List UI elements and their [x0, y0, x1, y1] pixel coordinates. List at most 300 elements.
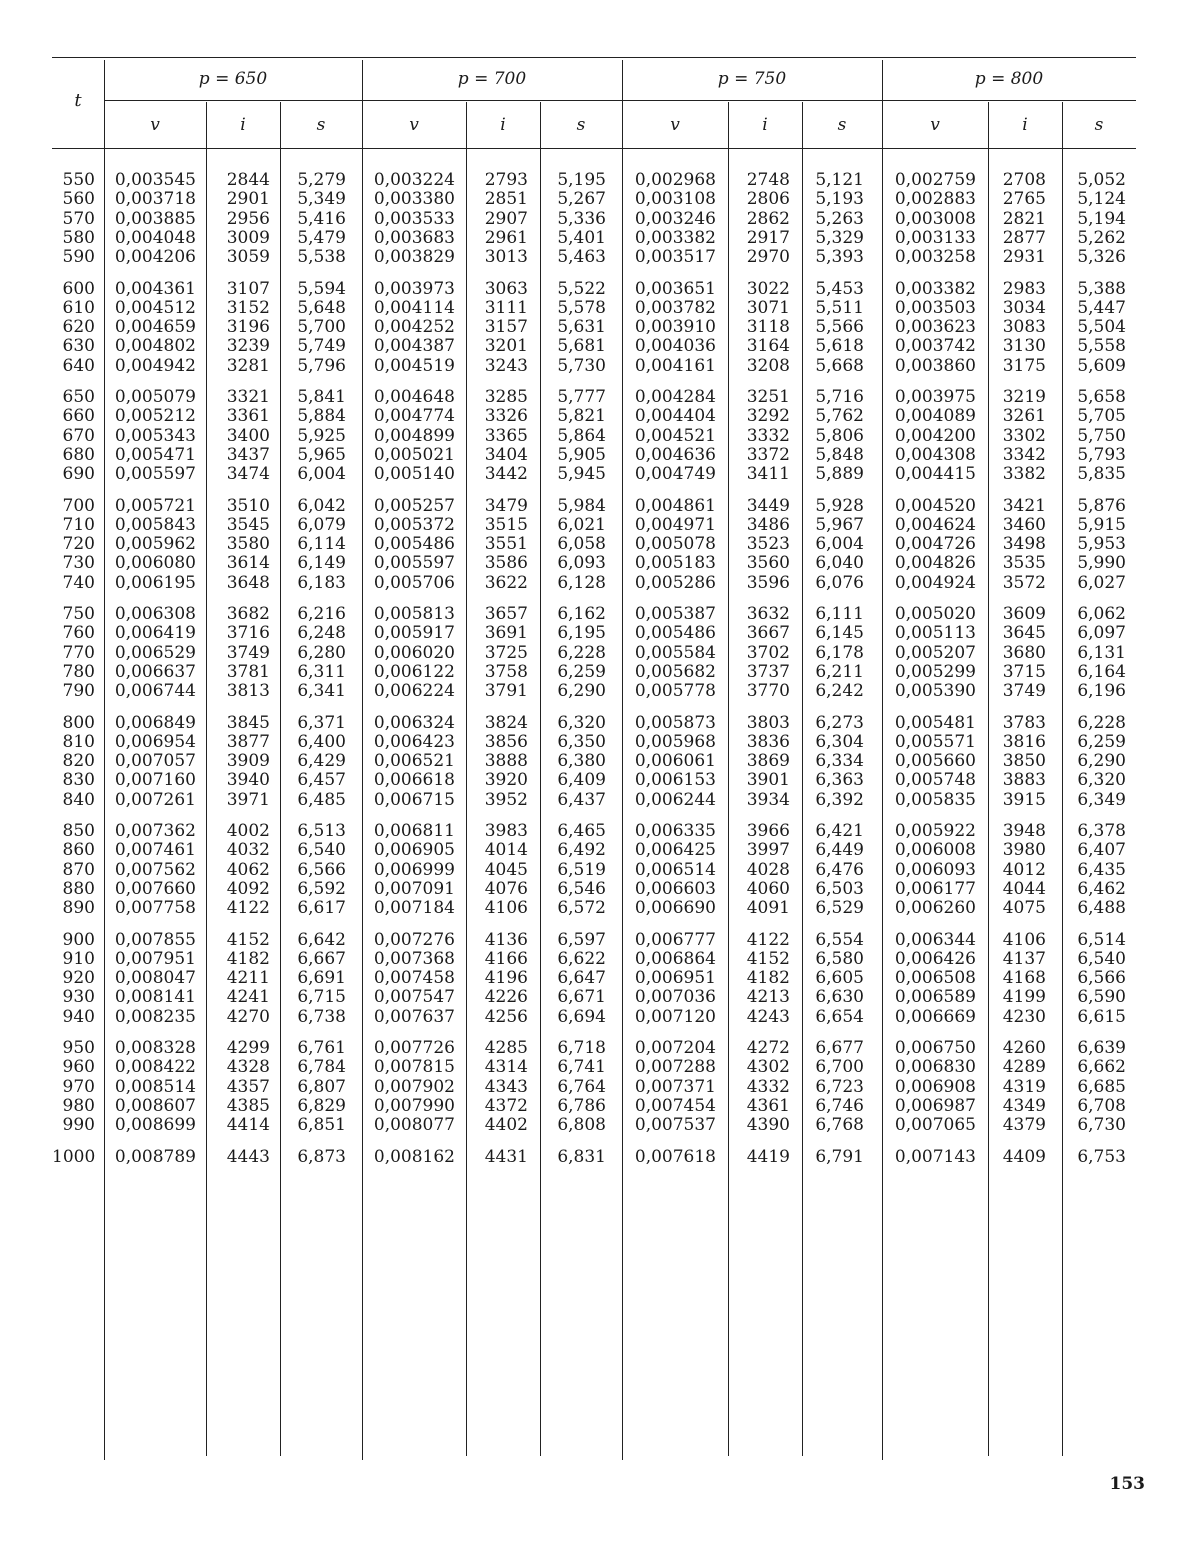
- cell-v: 0,003380: [373, 189, 455, 210]
- cell-i: 4385: [226, 1095, 270, 1116]
- cell-i: 3682: [226, 604, 270, 624]
- cell-s: 5,401: [557, 227, 606, 248]
- cell-i: 4230: [1002, 1006, 1046, 1027]
- cell-s: 5,393: [815, 247, 864, 268]
- cell-s: 5,578: [557, 297, 606, 318]
- cell-i: 3648: [226, 572, 270, 593]
- cell-s: 5,463: [557, 247, 606, 268]
- cell-t: 900: [62, 929, 95, 950]
- cell-s: 6,741: [557, 1057, 606, 1078]
- cell-v: 0,005212: [114, 406, 196, 427]
- cell-i: 3411: [746, 464, 790, 485]
- cell-v: 0,008235: [114, 1006, 196, 1027]
- cell-s: 6,566: [297, 859, 346, 880]
- cell-v: 0,004924: [894, 572, 976, 593]
- cell-i: 2793: [484, 170, 528, 190]
- cell-s: 6,831: [557, 1146, 606, 1167]
- cell-i: 2844: [226, 170, 270, 190]
- cell-s: 5,705: [1077, 406, 1126, 427]
- cell-i: 4075: [1002, 898, 1046, 919]
- cell-i: 2821: [1002, 208, 1046, 229]
- cell-i: 2983: [1002, 278, 1046, 299]
- cell-s: 6,488: [1077, 898, 1126, 919]
- cell-i: 3749: [1002, 681, 1046, 702]
- cell-v: 0,006715: [373, 789, 455, 810]
- cell-t: 690: [62, 464, 95, 485]
- cell-i: 3321: [226, 387, 270, 407]
- cell-t: 770: [62, 642, 95, 663]
- cell-v: 0,005597: [373, 553, 455, 574]
- cell-s: 5,594: [297, 278, 346, 299]
- cell-v: 0,007057: [114, 751, 196, 772]
- cell-s: 6,462: [1077, 878, 1126, 899]
- cell-s: 6,058: [557, 534, 606, 555]
- cell-s: 5,263: [815, 208, 864, 229]
- cell-s: 5,504: [1077, 317, 1126, 338]
- cell-v: 0,006529: [114, 642, 196, 663]
- cell-i: 2970: [746, 247, 790, 268]
- cell-i: 3251: [746, 387, 790, 407]
- cell-v: 0,004774: [373, 406, 455, 427]
- cell-i: 3261: [1002, 406, 1046, 427]
- cell-s: 5,668: [815, 355, 864, 376]
- cell-v: 0,003860: [894, 355, 976, 376]
- cell-i: 4402: [484, 1115, 528, 1136]
- cell-s: 6,334: [815, 751, 864, 772]
- cell-t: 890: [62, 898, 95, 919]
- column-header-s: s: [316, 115, 326, 135]
- cell-s: 6,004: [297, 464, 346, 485]
- cell-i: 2907: [484, 208, 528, 229]
- cell-v: 0,005597: [114, 464, 196, 485]
- cell-s: 6,429: [297, 751, 346, 772]
- cell-v: 0,008077: [373, 1115, 455, 1136]
- cell-i: 3243: [484, 355, 528, 376]
- cell-s: 6,715: [297, 987, 346, 1008]
- cell-v: 0,006177: [894, 878, 976, 899]
- cell-s: 6,768: [815, 1115, 864, 1136]
- cell-s: 6,380: [557, 751, 606, 772]
- cell-s: 5,279: [297, 170, 346, 190]
- cell-t: 790: [62, 681, 95, 702]
- cell-v: 0,005343: [114, 425, 196, 446]
- cell-s: 6,786: [557, 1095, 606, 1116]
- cell-v: 0,007902: [373, 1076, 455, 1097]
- cell-i: 3915: [1002, 789, 1046, 810]
- cell-s: 5,194: [1077, 208, 1126, 229]
- column-header-v: v: [150, 115, 160, 135]
- cell-i: 4332: [746, 1076, 790, 1097]
- cell-i: 3869: [746, 751, 790, 772]
- cell-v: 0,003258: [894, 247, 976, 268]
- cell-v: 0,005079: [114, 387, 196, 407]
- cell-v: 0,003742: [894, 336, 976, 357]
- cell-v: 0,006344: [894, 929, 976, 950]
- cell-v: 0,005286: [634, 572, 716, 593]
- cell-s: 5,648: [297, 297, 346, 318]
- cell-t: 880: [62, 878, 95, 899]
- column-header-s: s: [837, 115, 847, 135]
- cell-i: 3449: [746, 495, 790, 516]
- cell-s: 5,700: [297, 317, 346, 338]
- cell-v: 0,004826: [894, 553, 976, 574]
- cell-i: 3983: [484, 821, 528, 841]
- cell-t: 580: [62, 227, 95, 248]
- cell-i: 3791: [484, 681, 528, 702]
- cell-s: 5,262: [1077, 227, 1126, 248]
- cell-v: 0,004206: [114, 247, 196, 268]
- cell-v: 0,004899: [373, 425, 455, 446]
- cell-s: 6,259: [1077, 731, 1126, 752]
- cell-v: 0,005682: [634, 661, 716, 682]
- cell-t: 850: [62, 821, 95, 841]
- cell-s: 5,453: [815, 278, 864, 299]
- cell-s: 5,121: [815, 170, 864, 190]
- cell-t: 670: [62, 425, 95, 446]
- cell-i: 4390: [746, 1115, 790, 1136]
- cell-s: 6,654: [815, 1006, 864, 1027]
- cell-s: 6,280: [297, 642, 346, 663]
- pressure-group-header: p = 700: [457, 69, 527, 89]
- cell-s: 6,371: [297, 712, 346, 733]
- cell-v: 0,008328: [114, 1038, 196, 1058]
- cell-i: 4357: [226, 1076, 270, 1097]
- cell-i: 2956: [226, 208, 270, 229]
- cell-t: 570: [62, 208, 95, 229]
- cell-v: 0,007065: [894, 1115, 976, 1136]
- cell-v: 0,003829: [373, 247, 455, 268]
- cell-s: 6,738: [297, 1006, 346, 1027]
- cell-s: 6,350: [557, 731, 606, 752]
- cell-i: 4213: [746, 987, 790, 1008]
- cell-s: 6,311: [297, 661, 346, 682]
- cell-i: 3551: [484, 534, 528, 555]
- column-header-i: i: [500, 115, 506, 135]
- cell-s: 5,889: [815, 464, 864, 485]
- cell-s: 6,605: [815, 968, 864, 989]
- cell-i: 4256: [484, 1006, 528, 1027]
- cell-t: 940: [62, 1006, 95, 1027]
- cell-s: 6,667: [297, 948, 346, 969]
- cell-v: 0,004200: [894, 425, 976, 446]
- cell-s: 6,566: [1077, 968, 1126, 989]
- cell-v: 0,005584: [634, 642, 716, 663]
- cell-i: 2851: [484, 189, 528, 210]
- cell-s: 6,617: [297, 898, 346, 919]
- cell-s: 5,349: [297, 189, 346, 210]
- column-header-i: i: [762, 115, 768, 135]
- cell-i: 3952: [484, 789, 528, 810]
- cell-i: 3657: [484, 604, 528, 624]
- cell-i: 4270: [226, 1006, 270, 1027]
- cell-s: 6,764: [557, 1076, 606, 1097]
- cell-v: 0,005835: [894, 789, 976, 810]
- cell-i: 3083: [1002, 317, 1046, 338]
- cell-i: 3920: [484, 770, 528, 791]
- cell-v: 0,004161: [634, 355, 716, 376]
- cell-i: 4060: [746, 878, 790, 899]
- cell-s: 5,848: [815, 444, 864, 465]
- cell-s: 6,097: [1077, 623, 1126, 644]
- cell-v: 0,006830: [894, 1057, 976, 1078]
- cell-v: 0,005962: [114, 534, 196, 555]
- cell-v: 0,006954: [114, 731, 196, 752]
- cell-v: 0,007458: [373, 968, 455, 989]
- cell-s: 6,808: [557, 1115, 606, 1136]
- cell-v: 0,003623: [894, 317, 976, 338]
- cell-i: 4361: [746, 1095, 790, 1116]
- cell-v: 0,005922: [894, 821, 976, 841]
- cell-s: 6,829: [297, 1095, 346, 1116]
- cell-i: 3208: [746, 355, 790, 376]
- cell-i: 3361: [226, 406, 270, 427]
- cell-i: 4372: [484, 1095, 528, 1116]
- cell-v: 0,006195: [114, 572, 196, 593]
- cell-i: 4211: [226, 968, 270, 989]
- cell-i: 3342: [1002, 444, 1046, 465]
- cell-s: 5,193: [815, 189, 864, 210]
- cell-v: 0,007951: [114, 948, 196, 969]
- cell-v: 0,003517: [634, 247, 716, 268]
- cell-v: 0,006093: [894, 859, 976, 880]
- cell-i: 3400: [226, 425, 270, 446]
- cell-s: 6,320: [1077, 770, 1126, 791]
- cell-i: 3622: [484, 572, 528, 593]
- cell-s: 5,566: [815, 317, 864, 338]
- cell-t: 720: [62, 534, 95, 555]
- cell-v: 0,008162: [373, 1146, 455, 1167]
- cell-i: 3614: [226, 553, 270, 574]
- cell-s: 6,529: [815, 898, 864, 919]
- cell-i: 3783: [1002, 712, 1046, 733]
- cell-i: 4152: [226, 929, 270, 950]
- cell-s: 6,730: [1077, 1115, 1126, 1136]
- cell-s: 6,040: [815, 553, 864, 574]
- cell-i: 3632: [746, 604, 790, 624]
- cell-s: 5,195: [557, 170, 606, 190]
- cell-v: 0,003533: [373, 208, 455, 229]
- cell-i: 2806: [746, 189, 790, 210]
- cell-v: 0,005917: [373, 623, 455, 644]
- column-header-i: i: [240, 115, 246, 135]
- cell-v: 0,008789: [114, 1146, 196, 1167]
- cell-s: 5,965: [297, 444, 346, 465]
- cell-v: 0,003246: [634, 208, 716, 229]
- cell-v: 0,006690: [634, 898, 716, 919]
- cell-t: 640: [62, 355, 95, 376]
- cell-v: 0,006308: [114, 604, 196, 624]
- cell-v: 0,006744: [114, 681, 196, 702]
- cell-i: 3725: [484, 642, 528, 663]
- cell-s: 6,746: [815, 1095, 864, 1116]
- cell-i: 4168: [1002, 968, 1046, 989]
- cell-i: 3535: [1002, 553, 1046, 574]
- cell-v: 0,006987: [894, 1095, 976, 1116]
- cell-v: 0,006008: [894, 840, 976, 861]
- cell-v: 0,005721: [114, 495, 196, 516]
- cell-v: 0,007036: [634, 987, 716, 1008]
- cell-v: 0,004942: [114, 355, 196, 376]
- cell-i: 3479: [484, 495, 528, 516]
- cell-i: 3326: [484, 406, 528, 427]
- cell-s: 6,407: [1077, 840, 1126, 861]
- cell-v: 0,003718: [114, 189, 196, 210]
- cell-t: 600: [62, 278, 95, 299]
- cell-i: 3239: [226, 336, 270, 357]
- cell-s: 5,336: [557, 208, 606, 229]
- cell-t: 960: [62, 1057, 95, 1078]
- cell-t: 800: [62, 712, 95, 733]
- cell-i: 4414: [226, 1115, 270, 1136]
- cell-v: 0,003885: [114, 208, 196, 229]
- cell-v: 0,003503: [894, 297, 976, 318]
- cell-t: 750: [62, 604, 95, 624]
- cell-v: 0,005486: [634, 623, 716, 644]
- cell-s: 5,052: [1077, 170, 1126, 190]
- cell-v: 0,003545: [114, 170, 196, 190]
- cell-v: 0,002883: [894, 189, 976, 210]
- cell-v: 0,007660: [114, 878, 196, 899]
- cell-s: 5,915: [1077, 514, 1126, 535]
- cell-s: 6,513: [297, 821, 346, 841]
- cell-s: 5,841: [297, 387, 346, 407]
- cell-v: 0,004048: [114, 227, 196, 248]
- cell-s: 6,546: [557, 878, 606, 899]
- cell-s: 6,718: [557, 1038, 606, 1058]
- cell-t: 590: [62, 247, 95, 268]
- cell-i: 2961: [484, 227, 528, 248]
- cell-i: 2901: [226, 189, 270, 210]
- cell-v: 0,005020: [894, 604, 976, 624]
- cell-i: 3404: [484, 444, 528, 465]
- cell-s: 6,753: [1077, 1146, 1126, 1167]
- cell-i: 4419: [746, 1146, 790, 1167]
- cell-s: 6,580: [815, 948, 864, 969]
- cell-s: 6,349: [1077, 789, 1126, 810]
- cell-s: 6,590: [1077, 987, 1126, 1008]
- cell-s: 5,326: [1077, 247, 1126, 268]
- t-header: t: [74, 90, 82, 111]
- cell-i: 2917: [746, 227, 790, 248]
- cell-v: 0,004519: [373, 355, 455, 376]
- cell-v: 0,006224: [373, 681, 455, 702]
- cell-s: 6,079: [297, 514, 346, 535]
- cell-v: 0,005390: [894, 681, 976, 702]
- cell-v: 0,004749: [634, 464, 716, 485]
- cell-i: 3510: [226, 495, 270, 516]
- cell-v: 0,004659: [114, 317, 196, 338]
- cell-v: 0,006999: [373, 859, 455, 880]
- cell-v: 0,007204: [634, 1038, 716, 1058]
- cell-v: 0,007091: [373, 878, 455, 899]
- cell-v: 0,003382: [634, 227, 716, 248]
- cell-i: 3034: [1002, 297, 1046, 318]
- cell-t: 860: [62, 840, 95, 861]
- cell-t: 1000: [52, 1146, 96, 1167]
- cell-s: 5,864: [557, 425, 606, 446]
- cell-v: 0,007261: [114, 789, 196, 810]
- cell-t: 620: [62, 317, 95, 338]
- cell-v: 0,005873: [634, 712, 716, 733]
- cell-i: 4045: [484, 859, 528, 880]
- cell-s: 6,183: [297, 572, 346, 593]
- cell-v: 0,006244: [634, 789, 716, 810]
- cell-i: 4319: [1002, 1076, 1046, 1097]
- cell-i: 3196: [226, 317, 270, 338]
- cell-s: 5,124: [1077, 189, 1126, 210]
- cell-v: 0,007160: [114, 770, 196, 791]
- cell-v: 0,007562: [114, 859, 196, 880]
- cell-v: 0,006908: [894, 1076, 976, 1097]
- cell-s: 6,242: [815, 681, 864, 702]
- cell-i: 4349: [1002, 1095, 1046, 1116]
- cell-s: 6,761: [297, 1038, 346, 1058]
- cell-i: 3285: [484, 387, 528, 407]
- cell-s: 6,700: [815, 1057, 864, 1078]
- cell-s: 5,945: [557, 464, 606, 485]
- cell-s: 6,642: [297, 929, 346, 950]
- column-header-i: i: [1022, 115, 1028, 135]
- cell-i: 3580: [226, 534, 270, 555]
- cell-t: 840: [62, 789, 95, 810]
- cell-v: 0,003651: [634, 278, 716, 299]
- cell-s: 6,228: [1077, 712, 1126, 733]
- cell-s: 5,558: [1077, 336, 1126, 357]
- cell-i: 4289: [1002, 1057, 1046, 1078]
- cell-s: 5,749: [297, 336, 346, 357]
- cell-t: 810: [62, 731, 95, 752]
- cell-i: 4137: [1002, 948, 1046, 969]
- cell-v: 0,007461: [114, 840, 196, 861]
- cell-i: 3460: [1002, 514, 1046, 535]
- cell-i: 3442: [484, 464, 528, 485]
- cell-i: 3909: [226, 751, 270, 772]
- cell-i: 3560: [746, 553, 790, 574]
- cell-s: 6,149: [297, 553, 346, 574]
- cell-v: 0,007855: [114, 929, 196, 950]
- cell-s: 6,519: [557, 859, 606, 880]
- page-number: 153: [1109, 1474, 1145, 1494]
- cell-i: 3382: [1002, 464, 1046, 485]
- cell-i: 4285: [484, 1038, 528, 1058]
- cell-i: 3609: [1002, 604, 1046, 624]
- cell-s: 6,378: [1077, 821, 1126, 841]
- cell-i: 4028: [746, 859, 790, 880]
- cell-v: 0,006425: [634, 840, 716, 861]
- cell-i: 3515: [484, 514, 528, 535]
- cell-i: 3059: [226, 247, 270, 268]
- cell-i: 3680: [1002, 642, 1046, 663]
- cell-i: 3164: [746, 336, 790, 357]
- cell-v: 0,002968: [634, 170, 716, 190]
- cell-s: 5,388: [1077, 278, 1126, 299]
- cell-v: 0,005660: [894, 751, 976, 772]
- cell-s: 5,416: [297, 208, 346, 229]
- cell-v: 0,006811: [373, 821, 455, 841]
- cell-s: 6,027: [1077, 572, 1126, 593]
- cell-i: 3063: [484, 278, 528, 299]
- cell-i: 3013: [484, 247, 528, 268]
- cell-v: 0,004415: [894, 464, 976, 485]
- cell-s: 6,476: [815, 859, 864, 880]
- cell-i: 4379: [1002, 1115, 1046, 1136]
- cell-v: 0,007815: [373, 1057, 455, 1078]
- cell-t: 920: [62, 968, 95, 989]
- cell-s: 5,793: [1077, 444, 1126, 465]
- cell-s: 6,259: [557, 661, 606, 682]
- cell-v: 0,003008: [894, 208, 976, 229]
- cell-i: 4241: [226, 987, 270, 1008]
